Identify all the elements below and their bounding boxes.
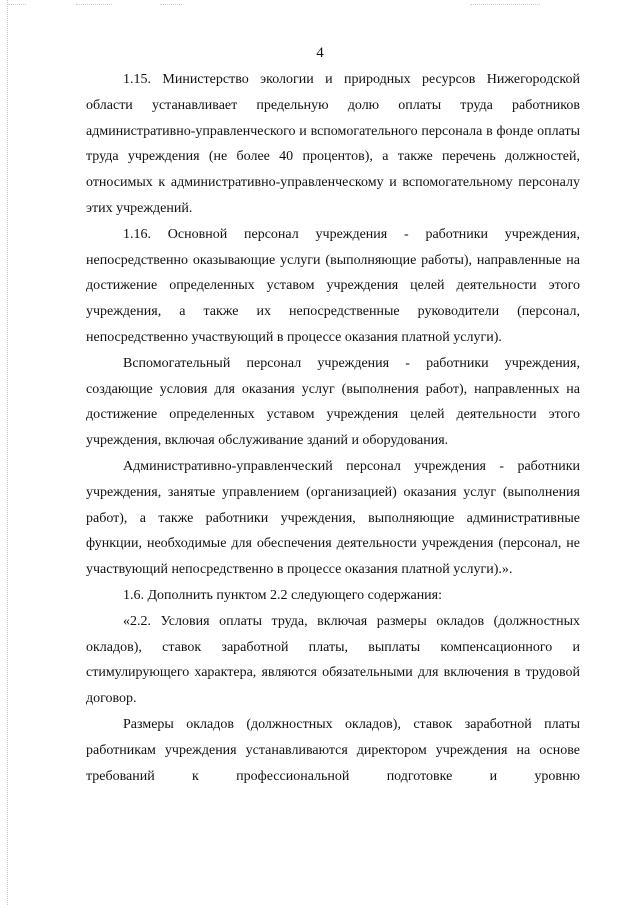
page-number: 4	[316, 45, 324, 61]
document-body	[86, 67, 580, 789]
paragraph-auxiliary-staff: Вспомогательный персонал учреждения - работники учреждения, создающие условия для оказания услуг (выполнения работ), направленных на достижение определенных уставом учреждения целей деятельности этого учреждения, включая обслуживание зданий и оборудования.	[86, 355, 580, 449]
scan-top-marks	[0, 4, 640, 6]
paragraph-admin-staff: Административно-управленческий персонал учреждения - работники учреждения, занятые управлением (организацией) оказания услуг (выполнения работ), а также работники учреждения, выполняющие административные функции, необходимые для обеспечения деятельности учреждения (персонал, не участвующий непосредственно в процессе оказания платной услуги).».	[86, 458, 580, 578]
paragraph-1-6: 1.6. Дополнить пунктом 2.2 следующего содержания:	[123, 587, 443, 603]
paragraph-2-2: «2.2. Условия оплаты труда, включая размеры окладов (должностных окладов), ставок заработной платы, выплаты компенсационного и стимулирующего характера, являются обязательными для включения в трудовой договор.	[86, 613, 580, 707]
paragraph-1-15: 1.15. Министерство экологии и природных ресурсов Нижегородской области устанавливает предельную долю оплаты труда работников административно-управленческого и вспомогательного персонала в фонде оплаты труда учреждения (не более 40 процентов), а также перечень должностей, относимых к административно-управленческому и вспомогательному персоналу этих учреждений.	[86, 72, 580, 216]
paragraph-1-16: 1.16. Основной персонал учреждения - работники учреждения, непосредственно оказывающие услуги (выполняющие работы), направленные на достижение определенных уставом учреждения целей деятельности этого учреждения, а также их непосредственные руководители (персонал, непосредственно участвующий в процессе оказания платной услуги).	[86, 226, 580, 345]
paragraph-salary-sizes: Размеры окладов (должностных окладов), ставок заработной платы работникам учреждения устанавливаются директором учреждения на основе требований к профессиональной подготовке и уровню	[86, 716, 580, 784]
scan-edge-line	[7, 0, 8, 905]
